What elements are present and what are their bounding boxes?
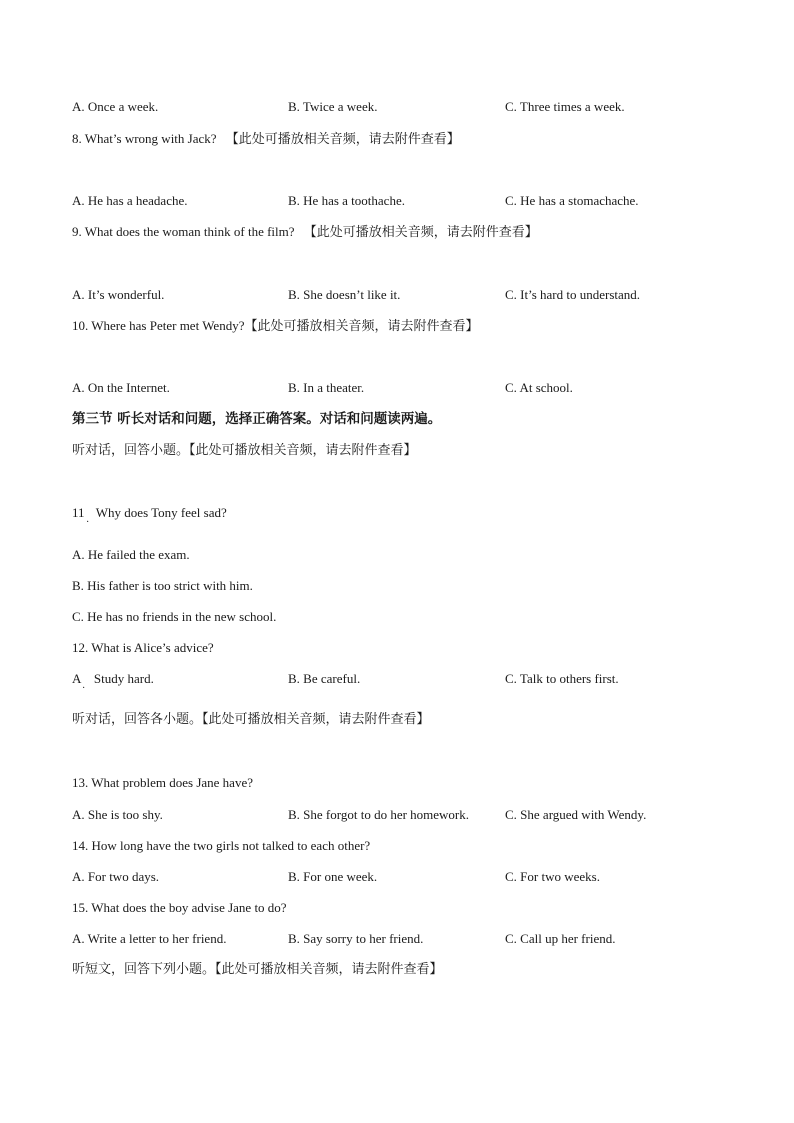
question-text: 9. What does the woman think of the film? xyxy=(72,224,295,239)
option-a: A. For two days. xyxy=(72,869,160,884)
passage-instruction xyxy=(72,961,443,979)
option-b: B. Be careful. xyxy=(288,671,361,686)
dot-mark: · xyxy=(82,683,86,694)
option-a: A. He has a headache. xyxy=(72,193,188,208)
option-c: C. He has a stomachache. xyxy=(505,193,639,208)
question-14: 14. How long have the two girls not talked to each other? xyxy=(72,838,371,853)
section-3-heading: 第三节 听长对话和问题，选择正确答案。对话和问题读两遍。 xyxy=(72,411,442,427)
option-c: C. She argued with Wendy. xyxy=(505,807,647,822)
question-10 xyxy=(72,317,479,336)
question-9 xyxy=(72,223,538,242)
option-b: B. She doesn’t like it. xyxy=(288,287,401,302)
option-c: C. Talk to others first. xyxy=(505,671,619,686)
option-a: A. It’s wonderful. xyxy=(72,287,165,302)
q10-options xyxy=(72,379,752,397)
audio-note: 【此处可播放相关音频，请去附件查看】 xyxy=(215,962,443,977)
question-11 xyxy=(72,504,227,522)
q13-options xyxy=(72,806,752,824)
question-12: 12. What is Alice’s advice? xyxy=(72,640,214,655)
option-b: B. She forgot to do her homework. xyxy=(288,807,470,822)
question-13: 13. What problem does Jane have? xyxy=(72,775,253,790)
option-a: A. Once a week. xyxy=(72,99,159,114)
question-15: 15. What does the boy advise Jane to do? xyxy=(72,900,287,915)
q11-option-c: C. He has no friends in the new school. xyxy=(72,609,277,624)
option-b: B. For one week. xyxy=(288,869,378,884)
q11-option-b: B. His father is too strict with him. xyxy=(72,578,253,593)
audio-note: 【此处可播放相关音频，请去附件查看】 xyxy=(244,319,479,334)
question-text: 8. What’s wrong with Jack? xyxy=(72,131,217,146)
option-c: C. For two weeks. xyxy=(505,869,600,884)
audio-note: 【此处可播放相关音频，请去附件查看】 xyxy=(225,132,460,147)
option-b: B. Say sorry to her friend. xyxy=(288,931,424,946)
q7-options xyxy=(72,98,752,116)
instruction-text: 听对话，回答各小题。 xyxy=(72,712,203,727)
q15-options xyxy=(72,930,752,948)
instruction-text: 听对话，回答小题。 xyxy=(72,443,190,458)
instruction-text: 听短文，回答下列小题。 xyxy=(72,962,216,977)
question-8 xyxy=(72,130,460,149)
option-c: C. At school. xyxy=(505,380,573,395)
option-c: C. Three times a week. xyxy=(505,99,625,114)
audio-note: 【此处可播放相关音频，请去附件查看】 xyxy=(202,712,430,727)
option-b: B. In a theater. xyxy=(288,380,365,395)
option-a: A. She is too shy. xyxy=(72,807,163,822)
q8-options xyxy=(72,192,752,210)
option-a: A. Write a letter to her friend. xyxy=(72,931,227,946)
dialog-2-instruction xyxy=(72,711,430,729)
audio-note: 【此处可播放相关音频，请去附件查看】 xyxy=(303,225,538,240)
dialog-1-instruction xyxy=(72,442,417,460)
option-b: B. He has a toothache. xyxy=(288,193,405,208)
question-text: Why does Tony feel sad? xyxy=(95,505,227,520)
q14-options xyxy=(72,868,752,886)
question-text: 10. Where has Peter met Wendy? xyxy=(72,318,245,333)
q12-options xyxy=(72,670,752,688)
dot-mark: · xyxy=(86,517,90,528)
audio-note: 【此处可播放相关音频，请去附件查看】 xyxy=(189,443,417,458)
option-text: Study hard. xyxy=(93,671,154,686)
option-a: A. On the Internet. xyxy=(72,380,170,395)
option-b: B. Twice a week. xyxy=(288,99,378,114)
q11-option-a: A. He failed the exam. xyxy=(72,547,190,562)
option-letter: A xyxy=(72,671,81,686)
option-c: C. It’s hard to understand. xyxy=(505,287,641,302)
option-c: C. Call up her friend. xyxy=(505,931,616,946)
q9-options xyxy=(72,286,752,304)
question-number: 11 xyxy=(72,505,85,520)
